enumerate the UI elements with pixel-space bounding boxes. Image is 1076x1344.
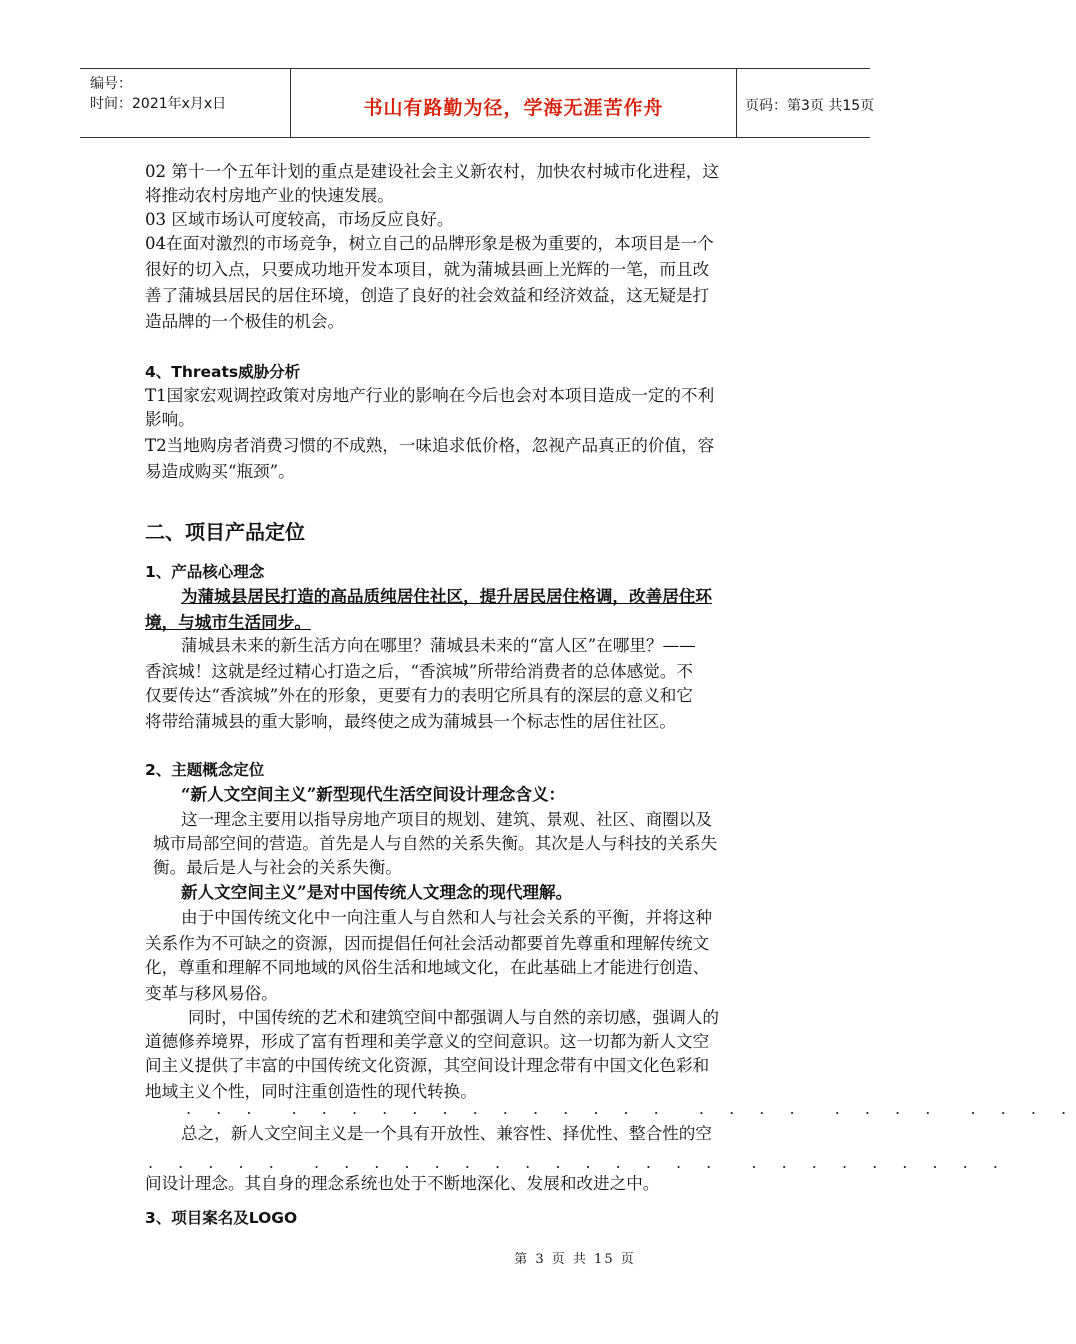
paragraph-line: 同时，中国传统的艺术和建筑空间中都强调人与自然的亲切感，强调人的 — [188, 1008, 719, 1027]
paragraph-line: 变革与移风易俗。 — [145, 984, 278, 1003]
paragraph-line: 仅要传达“香滨城”外在的形象，更要有力的表明它所具有的深层的意义和它 — [145, 686, 693, 705]
paragraph-line: 地域主义个性，同时注重创造性的现代转换。 — [145, 1082, 477, 1101]
paragraph-line: 间主义提供了丰富的中国传统文化资源，其空间设计理念带有中国文化色彩和 — [145, 1056, 710, 1075]
paragraph-line: 化，尊重和理解不同地域的风俗生活和地域文化，在此基础上才能进行创造、 — [145, 958, 710, 977]
page-header — [80, 68, 875, 138]
paragraph-line: 易造成购买“瓶颈”。 — [145, 462, 295, 481]
theme-subtitle: “新人文空间主义”新型现代生活空间设计理念含义： — [181, 784, 566, 804]
document-number-label: 编号： — [90, 76, 132, 92]
paragraph-line: 04在面对激烈的市场竞争，树立自己的品牌形象是极为重要的，本项目是一个 — [145, 234, 714, 253]
paragraph-line: 关系作为不可缺之的资源，因而提倡任何社会活动都要首先尊重和理解传统文 — [145, 934, 710, 953]
paragraph-line: 很好的切入点，只要成功地开发本项目，就为蒲城县画上光辉的一笔，而且改 — [145, 260, 710, 279]
paragraph-line: 03 区域市场认可度较高，市场反应良好。 — [145, 210, 454, 229]
paragraph-line: 将带给蒲城县的重大影响，最终使之成为蒲城县一个标志性的居住社区。 — [145, 712, 676, 731]
paragraph-line: 城市局部空间的营造。首先是人与自然的关系失衡。其次是人与科技的关系失 — [153, 834, 718, 853]
subsection-heading: 3、项目案名及LOGO — [145, 1209, 298, 1227]
header-page-cell — [737, 69, 875, 137]
threats-heading: 4、Threats威胁分析 — [145, 363, 301, 381]
paragraph-line: 由于中国传统文化中一向注重人与自然和人与社会关系的平衡，并将这种 — [181, 908, 712, 927]
paragraph-line: 香滨城！这就是经过精心打造之后，“香滨城”所带给消费者的总体感觉。不 — [145, 662, 693, 681]
paragraph-line: 善了蒲城县居民的居住环境，创造了良好的社会效益和经济效益，这无疑是打 — [145, 286, 710, 305]
header-page-info: 页码：第3页 共15页 — [745, 98, 875, 114]
emphasis-dots: . . . . . . . . . . . . . . . . . . . . . . . . . . . . — [186, 1099, 1076, 1118]
header-motto-cell — [291, 69, 737, 137]
paragraph-line: 这一理念主要用以指导房地产项目的规划、建筑、景观、社区、商圈以及 — [181, 810, 712, 829]
paragraph-line: 造品牌的一个极佳的机会。 — [145, 312, 345, 331]
core-concept-line: 境，与城市生活同步。 — [145, 612, 311, 632]
subsection-heading: 2、主题概念定位 — [145, 761, 265, 779]
header-motto: 书山有路勤为径，学海无涯苦作舟 — [363, 97, 664, 119]
document-time-label: 时间：2021年x月x日 — [90, 96, 227, 112]
subsection-heading: 1、产品核心理念 — [145, 563, 265, 581]
emphasis-dots: . . . . . . . . . . . . . . . . . . . . . . . . . . . . — [148, 1153, 1008, 1172]
paragraph-line: 总之，新人文空间主义是一个具有开放性、兼容性、择优性、整合性的空 — [181, 1124, 712, 1143]
paragraph-line: T1国家宏观调控政策对房地产行业的影响在今后也会对本项目造成一定的不利 — [145, 386, 715, 405]
paragraph-line: 蒲城县未来的新生活方向在哪里？蒲城县未来的“富人区”在哪里？—— — [181, 636, 696, 655]
page-footer — [0, 1248, 950, 1267]
header-meta-cell — [80, 69, 291, 137]
paragraph-line: 衡。最后是人与社会的关系失衡。 — [153, 858, 402, 877]
paragraph-line: 道德修养境界，形成了富有哲理和美学意义的空间意识。这一切都为新人文空 — [145, 1032, 710, 1051]
footer-page-number: 第 3 页 共 15 页 — [514, 1252, 636, 1267]
paragraph-line: 影响。 — [145, 410, 195, 429]
core-concept-line: 为蒲城县居民打造的高品质纯居住社区，提升居民居住格调，改善居住环 — [181, 586, 712, 606]
paragraph-line: T2当地购房者消费习惯的不成熟，一味追求低价格，忽视产品真正的价值，容 — [145, 436, 715, 455]
theme-subtitle: 新人文空间主义”是对中国传统人文理念的现代理解。 — [181, 882, 573, 902]
section-heading: 二、项目产品定位 — [145, 520, 305, 544]
paragraph-line: 02 第十一个五年计划的重点是建设社会主义新农村，加快农村城市化进程，这 — [145, 162, 719, 181]
paragraph-line: 间设计理念。其自身的理念系统也处于不断地深化、发展和改进之中。 — [145, 1174, 660, 1193]
paragraph-line: 将推动农村房地产业的快速发展。 — [145, 186, 394, 205]
